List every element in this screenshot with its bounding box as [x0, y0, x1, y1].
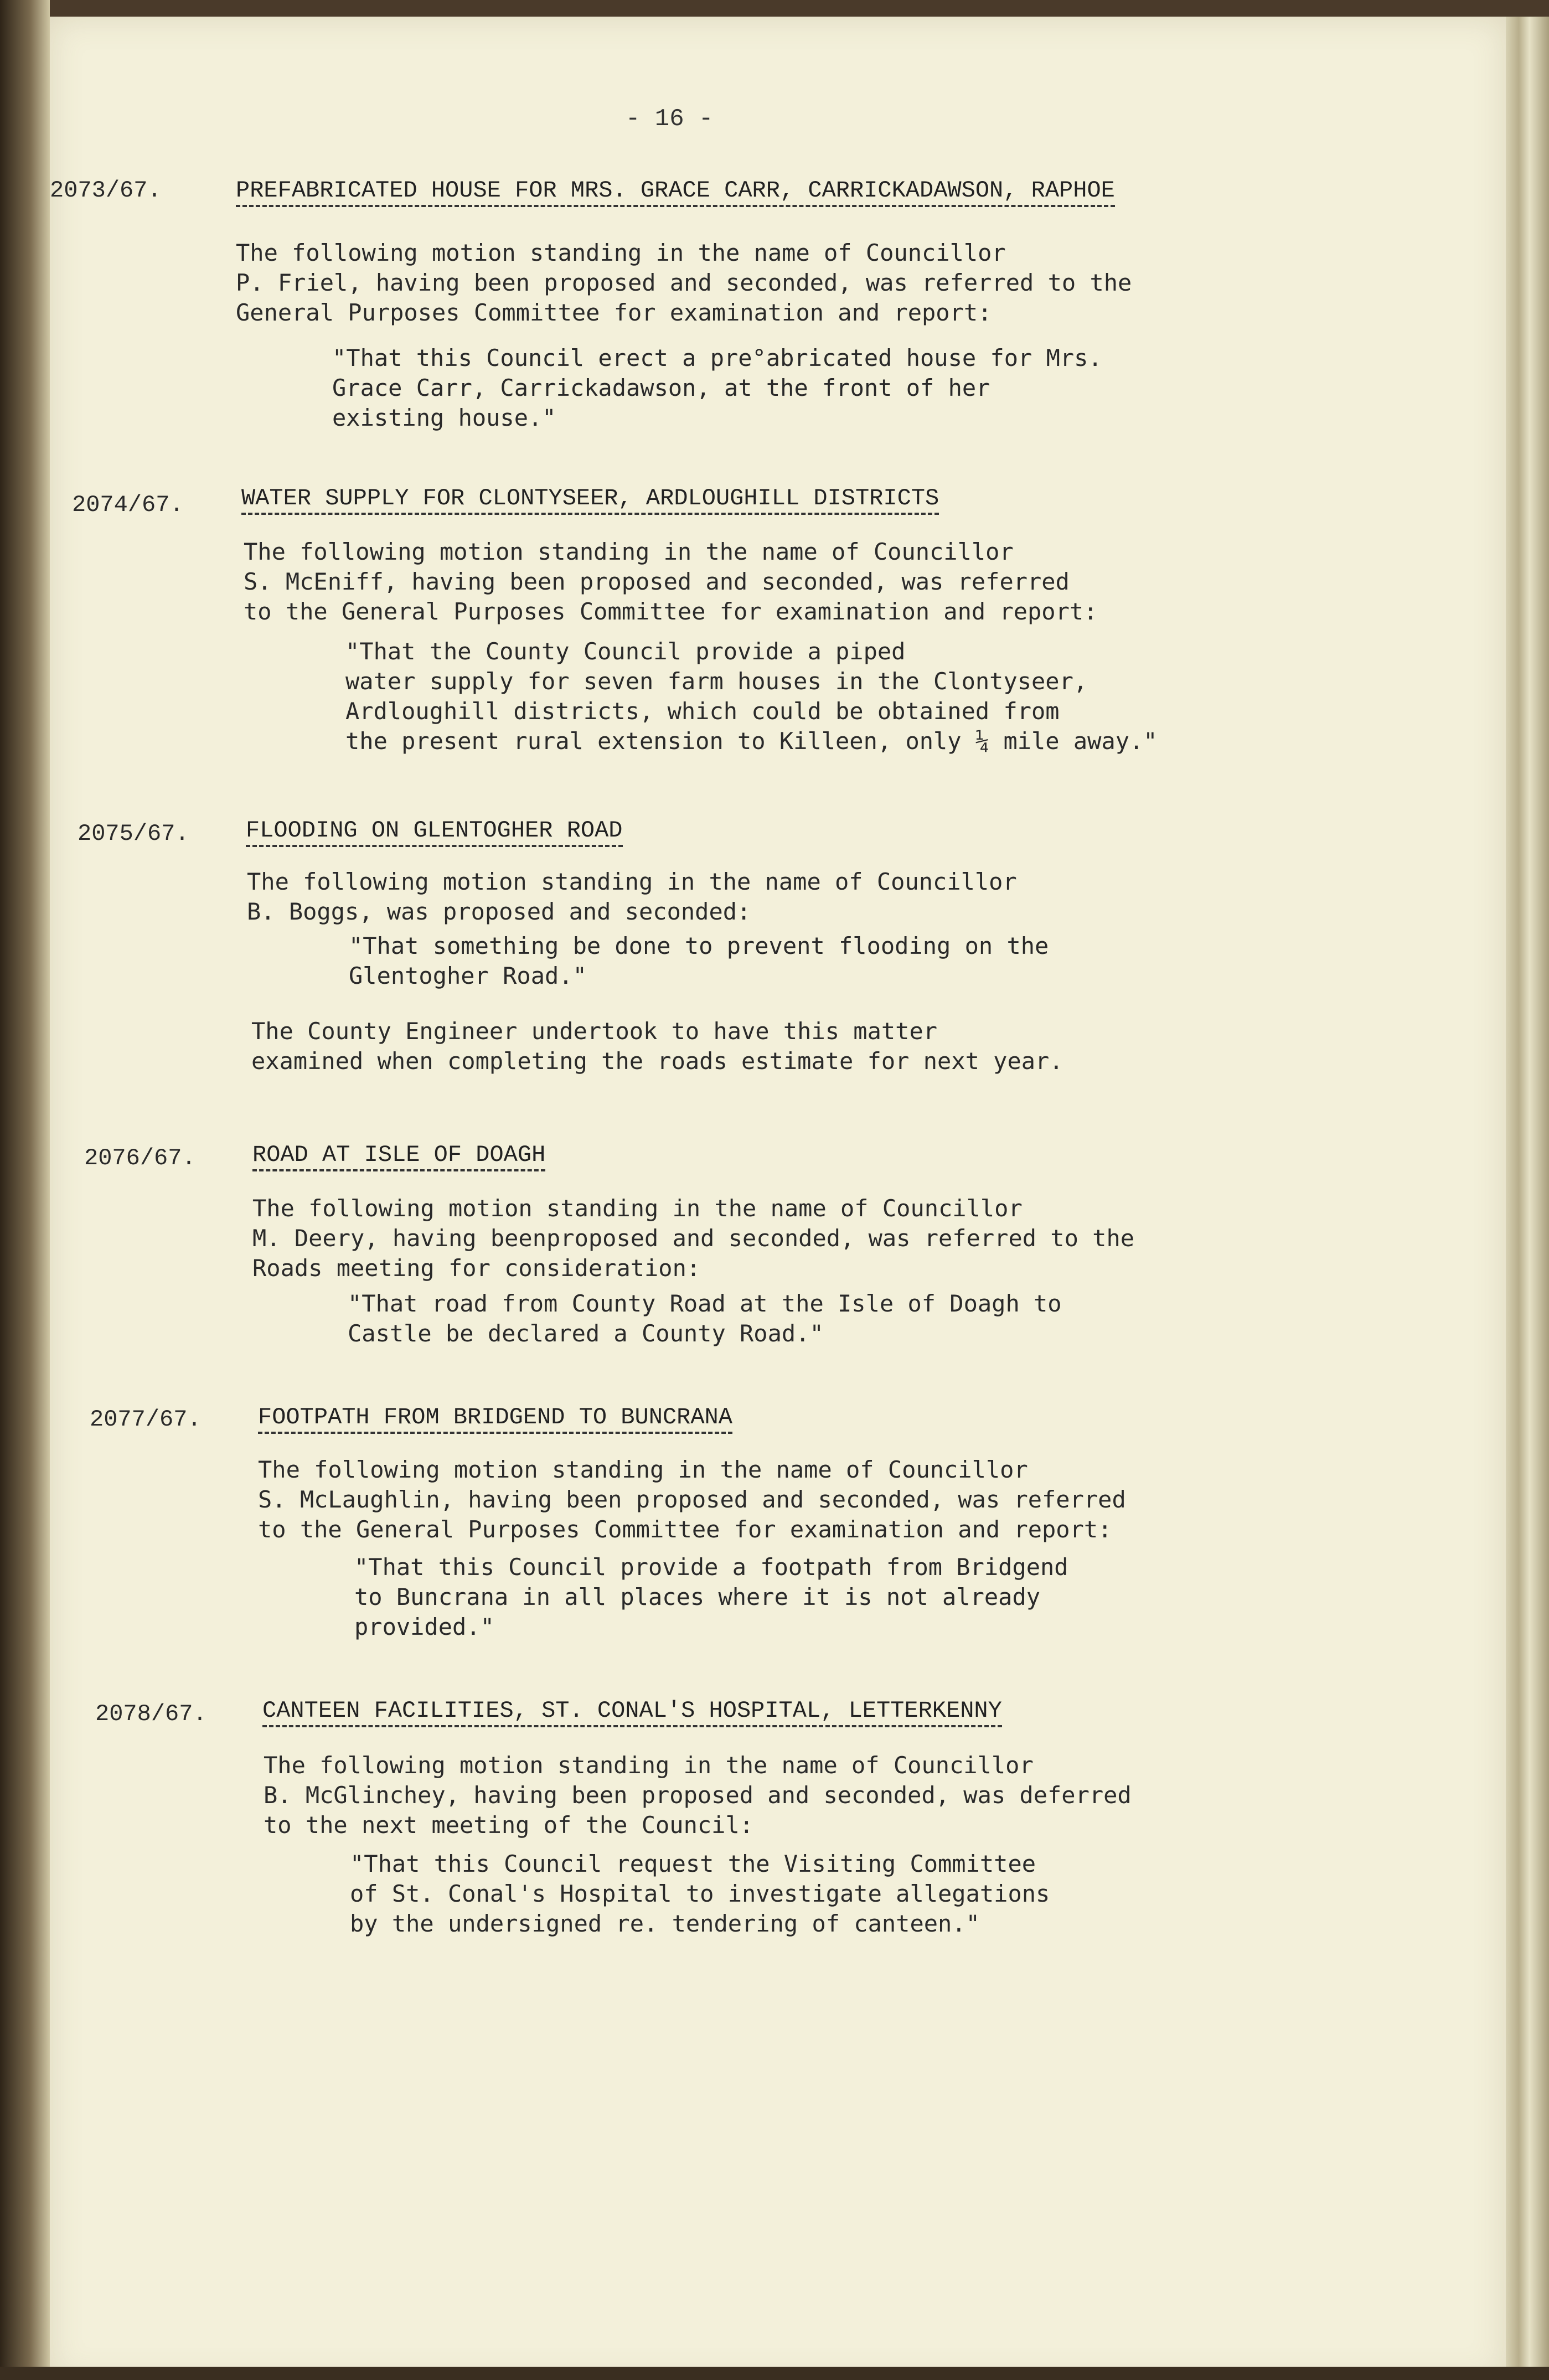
motion-intro: The following motion standing in the name of Councillor P. Friel, having been proposed and seconded, was referred to the General Purposes Committee for examination and report:	[236, 239, 1132, 326]
minute-title: CANTEEN FACILITIES, ST. CONAL'S HOSPITAL, LETTERKENNY	[262, 1697, 1002, 1727]
motion-text: "That road from County Road at the Isle of Doagh to Castle be declared a County Road."	[348, 1290, 1062, 1347]
minute-title: FLOODING ON GLENTOGHER ROAD	[246, 817, 623, 847]
minute-title: PREFABRICATED HOUSE FOR MRS. GRACE CARR, CARRICKADAWSON, RAPHOE	[236, 177, 1115, 207]
motion-text: "That this Council request the Visiting Committee of St. Conal's Hospital to investigate allegations by the undersigned re. tendering of canteen."	[350, 1850, 1050, 1937]
minute-number: 2078/67.	[95, 1701, 207, 1727]
minute-title: ROAD AT ISLE OF DOAGH	[252, 1142, 545, 1171]
motion-intro: The following motion standing in the name of Councillor S. McLaughlin, having been proposed and seconded, was referred to the General Purposes Committee for examination and report:	[258, 1456, 1126, 1543]
motion-outcome: The County Engineer undertook to have this matter examined when completing the roads estimate for next year.	[251, 1018, 1063, 1075]
motion-intro: The following motion standing in the name of Councillor S. McEniff, having been proposed and seconded, was referred to the General Purposes Committee for examination and report:	[244, 538, 1098, 625]
page-number: - 16 -	[626, 105, 714, 133]
minute-number: 2076/67.	[84, 1145, 196, 1171]
minute-number: 2073/67.	[50, 177, 162, 204]
minute-number: 2074/67.	[72, 492, 184, 518]
book-spine	[0, 0, 50, 2380]
minute-number: 2075/67.	[78, 820, 189, 847]
minute-number: 2077/67.	[90, 1406, 202, 1433]
motion-text: "That the County Council provide a piped water supply for seven farm houses in the Clontyseer, Ardloughill districts, which could be obtained from the present rural extension to Killeen, only ¼ mile away."	[345, 638, 1158, 755]
minute-title: WATER SUPPLY FOR CLONTYSEER, ARDLOUGHILL DISTRICTS	[241, 485, 939, 515]
motion-intro: The following motion standing in the name of Councillor M. Deery, having beenproposed and seconded, was referred to the Roads meeting for consideration:	[252, 1195, 1135, 1282]
document-page	[50, 17, 1506, 2380]
bottom-binding	[0, 2367, 1549, 2380]
motion-intro: The following motion standing in the name of Councillor B. Boggs, was proposed and seconded:	[247, 868, 1017, 925]
motion-intro: The following motion standing in the name of Councillor B. McGlinchey, having been proposed and seconded, was deferred to the next meeting of the Council:	[264, 1752, 1132, 1839]
motion-text: "That this Council provide a footpath from Bridgend to Buncrana in all places where it is not already provided."	[354, 1553, 1068, 1640]
page-edge	[1506, 17, 1549, 2380]
motion-text: "That this Council erect a pre°abricated house for Mrs. Grace Carr, Carrickadawson, at the front of her existing house."	[332, 344, 1102, 431]
motion-text: "That something be done to prevent flooding on the Glentogher Road."	[349, 932, 1049, 989]
minute-title: FOOTPATH FROM BRIDGEND TO BUNCRANA	[258, 1404, 732, 1434]
